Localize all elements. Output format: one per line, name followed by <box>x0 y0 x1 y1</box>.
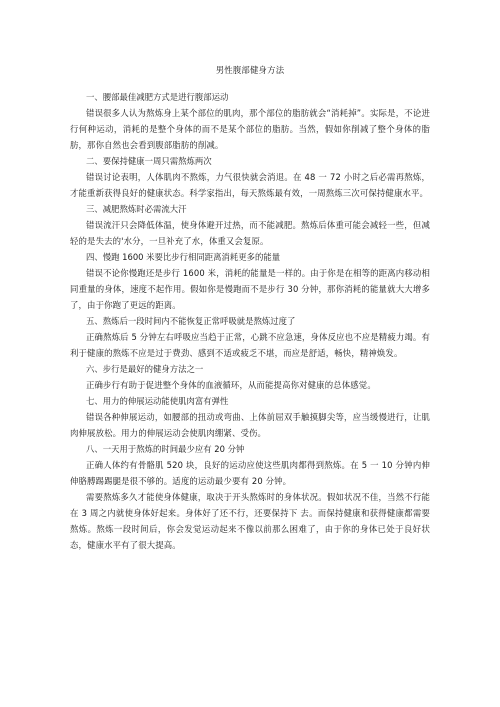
section-paragraph: 错误各种伸展运动，如腰部的扭动或弯曲、上体前屈双手触摸脚尖等，应当缓慢进行，让肌肉伸展放松。用力的伸展运动会使肌肉绷紧、受伤。 <box>70 412 430 438</box>
section-heading: 八、一天用于熬炼的时间最少应有 20 分钟 <box>86 444 245 454</box>
section-8 <box>70 441 430 553</box>
section-heading: 六、步行是最好的健身方法之一 <box>86 364 204 374</box>
section-4 <box>70 249 430 313</box>
section-heading: 四、慢跑 1600 米要比步行相同距离消耗更多的能量 <box>86 252 281 262</box>
section-paragraph: 错误很多人认为熬炼身上某个部位的肌肉，那个部位的脂肪就会“消耗掉”。实际是，不论进行何种运动，消耗的是整个身体的而不是某个部位的脂肪。当然，假如你削减了整个身体的脂肪，那你自然也会看到腹部脂肪的削减。 <box>70 108 430 150</box>
section-paragraph: 错误讨论表明，人体肌肉不熬炼，力气很快就会消退。在 48 一 72 小时之后必需再熬炼，才能重新获得良好的健康状态。科学家指出，每天熬炼最有效，一周熬炼三次可保持健康水平。 <box>70 172 430 198</box>
section-7 <box>70 393 430 441</box>
section-paragraph: 需要熬炼多久才能使身体健康，取决于开头熬炼时的身体状况。假如状况不佳，当然不行能在 3 周之内就使身体好起来。身体好了还不行，还要保持下 去。而保持健康和获得健康都需要熬炼。熬炼一段时间后，你会发觉运动起来不像以前那么困难了，由于你的身体已处于良好状态，健康水平有了很大提高。 <box>70 492 430 550</box>
section-paragraph: 正确熬炼后 5 分钟左右呼吸应当趋于正常，心跳不应急速，身体反应也不应是精疲力竭。有利于健康的熬炼不应是过于费劲、感到不适或疲乏不堪，而应是舒适，畅快，精神焕发。 <box>70 332 430 358</box>
section-heading: 三、减肥熬炼时必需流大汗 <box>86 204 187 214</box>
section-heading: 二、要保持健康一周只需熬炼两次 <box>86 156 212 166</box>
section-3 <box>70 201 430 249</box>
document-title: 男性腹部健身方法 <box>215 65 285 75</box>
section-1 <box>70 89 430 153</box>
section-paragraph: 错误不论你慢跑还是步行 1600 米，消耗的能量是一样的。由于你是在相等的距离内移动相同重量的身体，速度不起作用。假如你是慢跑而不是步行 30 分钟，那你消耗的能量就大大增多了，由于你跑了更远的距离。 <box>70 268 430 310</box>
section-paragraph: 错误流汗只会降低体温，使身体避开过热，而不能减肥。熬炼后体重可能会减轻一些，但减轻的是失去的'水分，一旦补充了水，体重又会复原。 <box>70 220 430 246</box>
section-paragraph: 正确人体约有骨骼肌 520 块，良好的运动应使这些肌肉都得到熬炼。在 5 一 10 分钟内伸伸胳膊踢踢腿是很不够的。适度的运动最少要有 20 分钟。 <box>70 460 430 486</box>
section-paragraph: 正确步行有助于促进整个身体的血液循环，从而能提高你对健康的总体感觉。 <box>86 380 376 390</box>
section-heading: 五、熬炼后一段时间内不能恢复正常呼吸就是熬炼过度了 <box>86 316 296 326</box>
section-heading: 七、用力的伸展运动能使肌肉富有弹性 <box>86 396 229 406</box>
section-heading: 一、腰部最佳减肥方式是进行腹部运动 <box>86 92 229 102</box>
section-2 <box>70 153 430 201</box>
section-5 <box>70 313 430 361</box>
section-6 <box>70 361 430 393</box>
